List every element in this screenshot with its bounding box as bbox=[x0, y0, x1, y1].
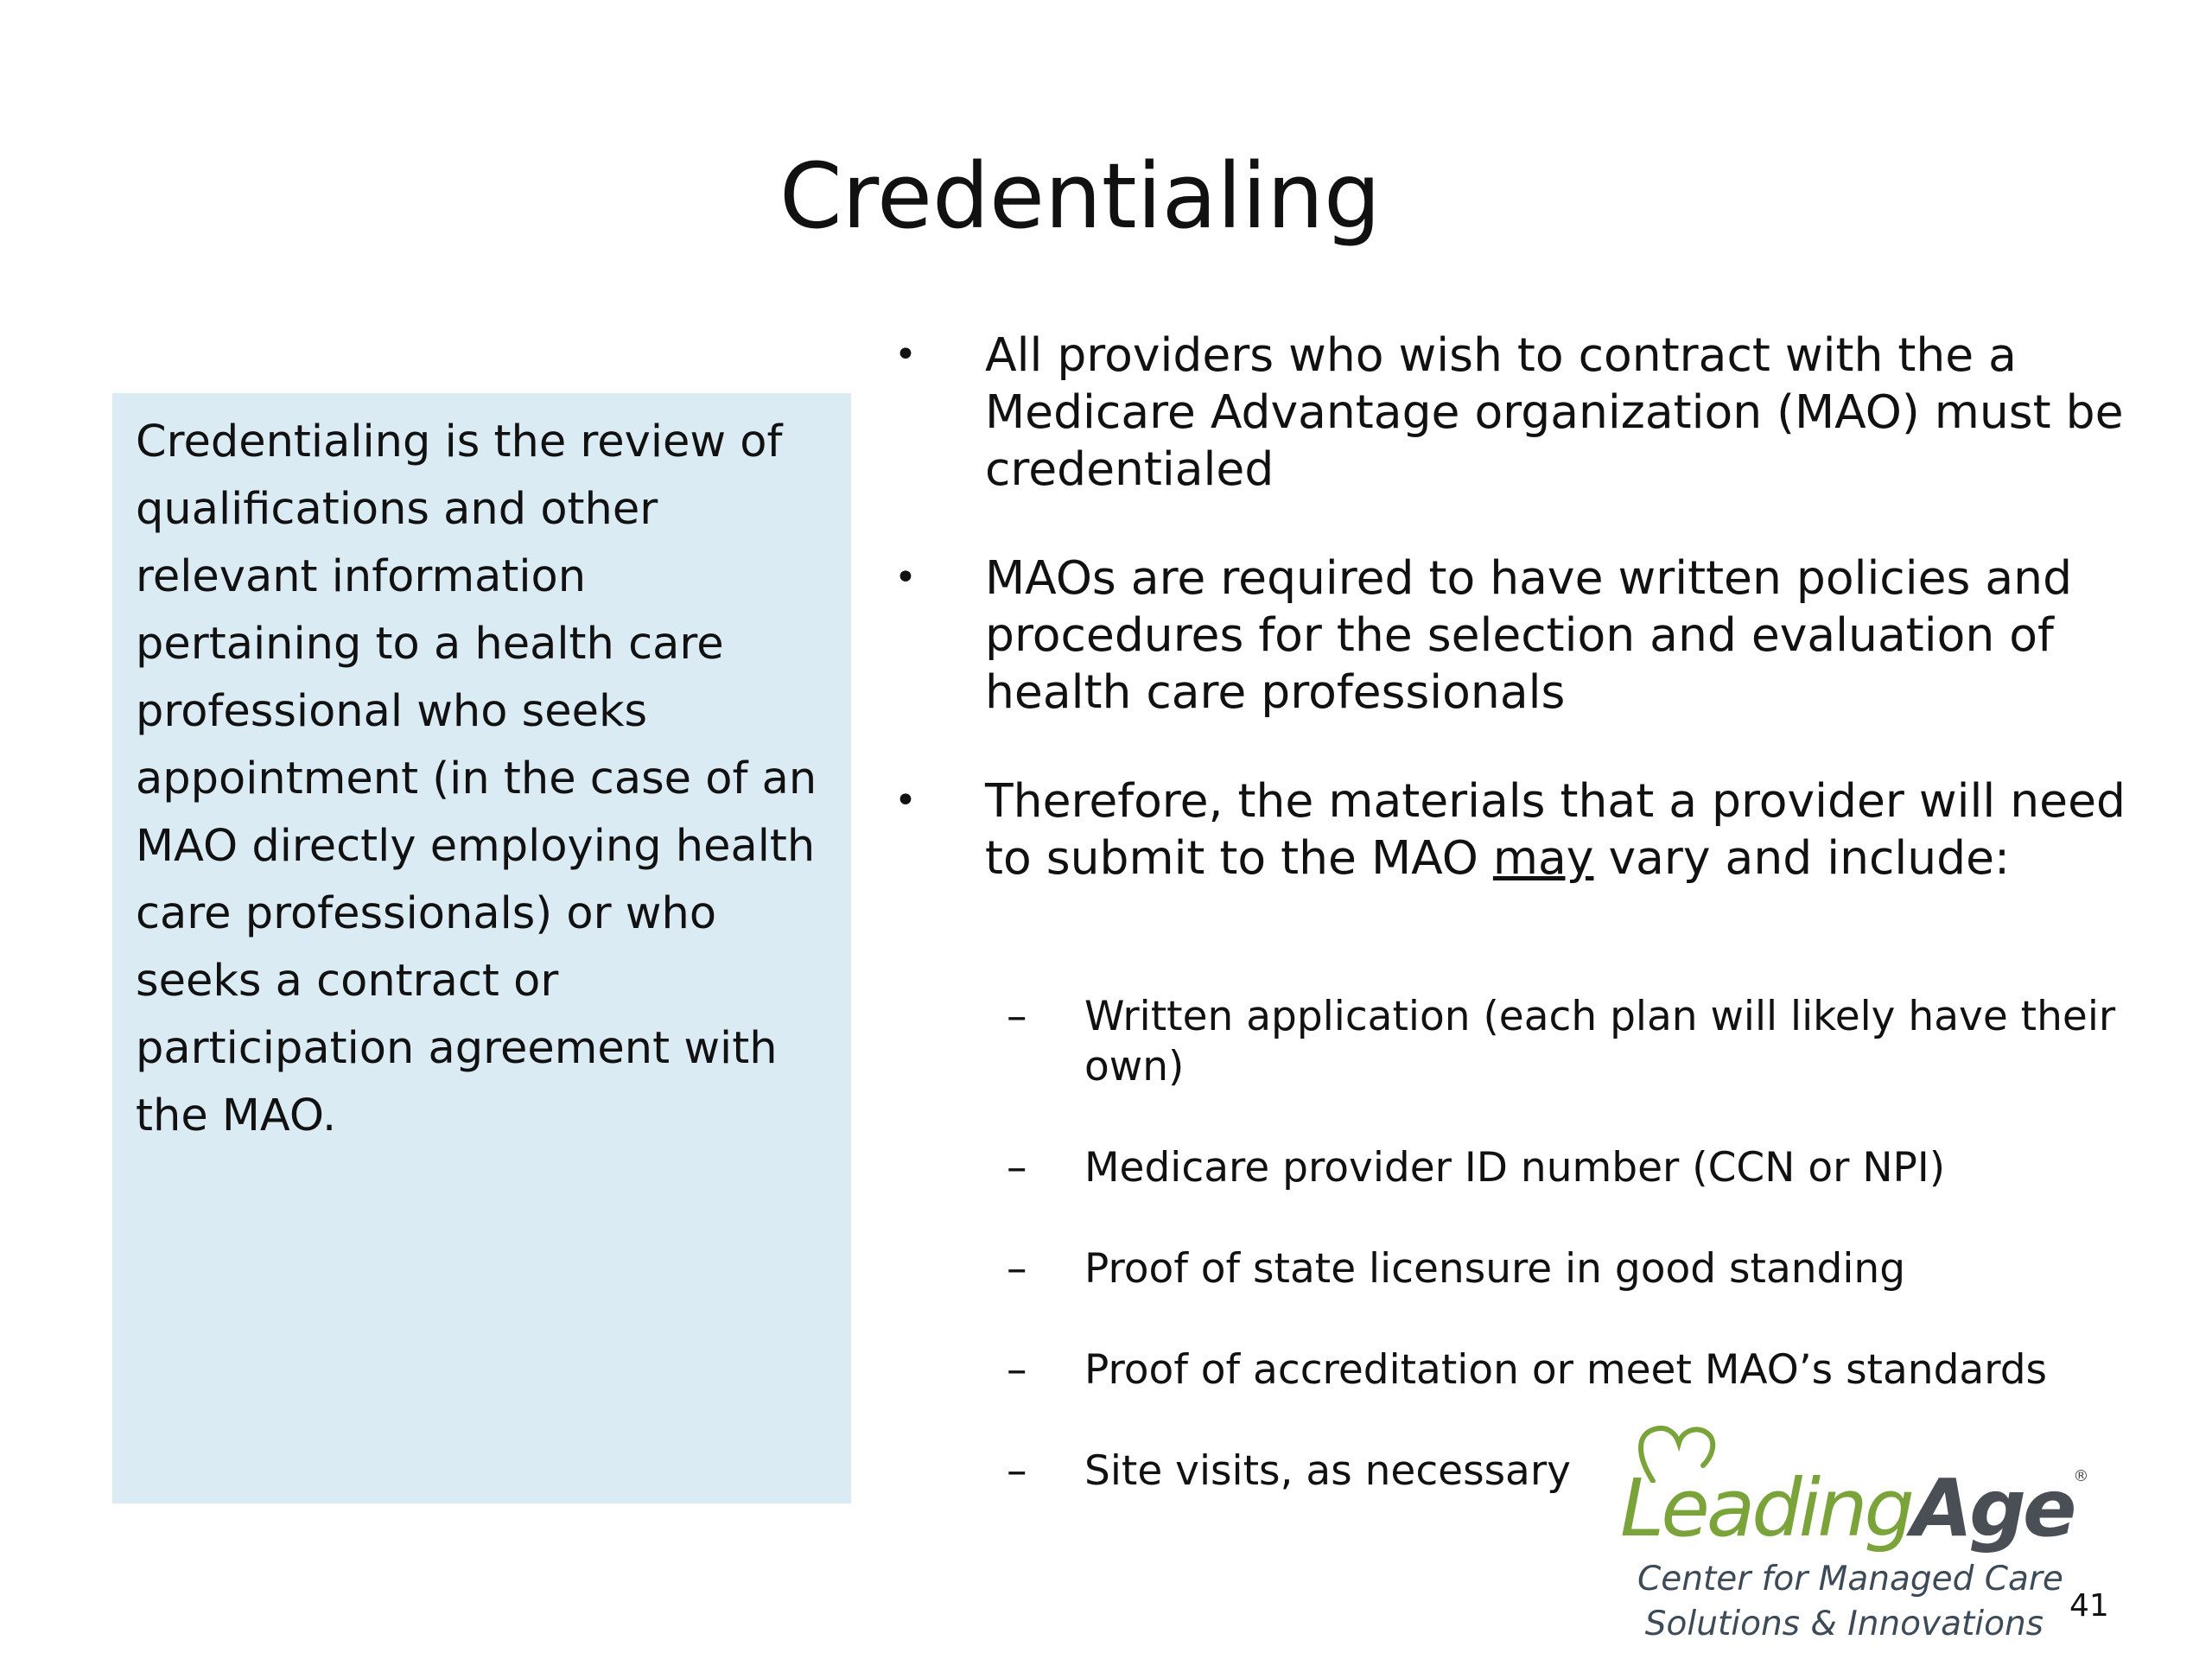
dash-marker: – bbox=[1007, 993, 1027, 1040]
definition-text: Credentialing is the review of qualifications and other relevant information pertaining to a health care professional who seeks appointment (in the case of an MAO directly employing health care professionals) or who seeks a contract or participation agreement with the MAO. bbox=[136, 416, 817, 1141]
bullet-item bbox=[894, 327, 2164, 498]
dash-marker: – bbox=[1007, 1447, 1027, 1495]
definition-box bbox=[112, 393, 851, 1503]
sub-bullet-text: Site visits, as necessary bbox=[1084, 1447, 1571, 1495]
sub-bullet-item bbox=[1007, 1143, 2156, 1244]
dash-marker: – bbox=[1007, 1144, 1027, 1192]
page-number: 41 bbox=[2069, 1588, 2109, 1624]
dash-marker: – bbox=[1007, 1346, 1027, 1394]
sub-bullet-item bbox=[1007, 1244, 2156, 1345]
dash-marker: – bbox=[1007, 1245, 1027, 1293]
bullet-item bbox=[894, 550, 2164, 721]
sub-bullet-text: Medicare provider ID number (CCN or NPI) bbox=[1084, 1144, 1946, 1192]
registered-mark: ® bbox=[2073, 1467, 2089, 1485]
bullet-list bbox=[894, 327, 2164, 938]
sub-bullet-text: Proof of accreditation or meet MAO’s standards bbox=[1084, 1346, 2048, 1394]
sub-bullet-text: Proof of state licensure in good standing bbox=[1084, 1245, 1906, 1293]
underlined-word: may bbox=[1492, 830, 1594, 885]
sub-bullet-item bbox=[1007, 992, 2156, 1143]
logo-tagline-line2: Solutions & Innovations bbox=[1644, 1605, 2044, 1643]
bullet-item bbox=[894, 772, 2164, 887]
bullet-text-before: Therefore, the materials that a provider will need to submit to the MAO bbox=[985, 773, 2126, 885]
logo-wordmark bbox=[1620, 1462, 2089, 1554]
bullet-text: MAOs are required to have written policies and procedures for the selection and evaluation of health care professionals bbox=[985, 550, 2073, 719]
sub-bullet-list bbox=[1007, 992, 2156, 1497]
bullet-marker: • bbox=[894, 779, 917, 823]
logo-word-age: Age bbox=[1910, 1462, 2074, 1554]
bullet-text-after: vary and include: bbox=[1593, 830, 2011, 885]
logo-word-leading: Leading bbox=[1620, 1462, 1911, 1554]
bullet-text bbox=[985, 773, 2126, 885]
slide-title: Credentialing bbox=[779, 143, 1382, 249]
bullet-marker: • bbox=[894, 333, 917, 377]
bullet-marker: • bbox=[894, 556, 917, 600]
sub-bullet-text: Written application (each plan will likely have their own) bbox=[1084, 993, 2116, 1090]
bullet-text: All providers who wish to contract with the a Medicare Advantage organization (MAO) must be credentialed bbox=[985, 327, 2124, 496]
logo-tagline-line1: Center for Managed Care bbox=[1637, 1560, 2063, 1599]
